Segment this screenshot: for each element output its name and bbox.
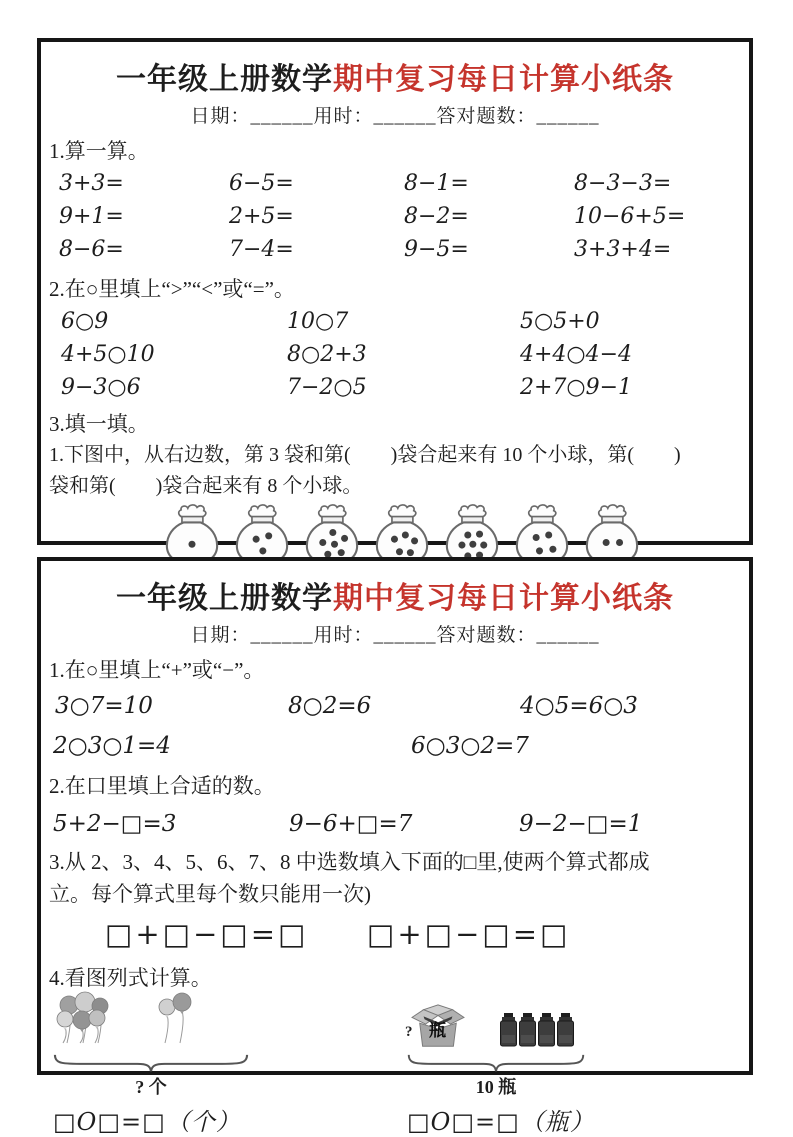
box-equation-row <box>41 910 749 958</box>
section1-heading: 1.算一算。 <box>49 139 149 163</box>
calc-row <box>41 233 749 266</box>
title-black: 一年级上册数学 <box>116 582 333 615</box>
calc-problem: 8−6= <box>59 237 124 262</box>
sign-row <box>41 686 749 726</box>
compare-problem: 10○7 <box>287 309 349 334</box>
bottle-problem-figure <box>407 994 642 1137</box>
picture-problems <box>41 994 749 1137</box>
worksheet-panel-2 <box>37 557 753 1136</box>
box-fill-problem: 9−2−□=1 <box>519 811 643 837</box>
sign-problem: 2○3○1=4 <box>53 733 171 759</box>
section3-heading: 3.填一填。 <box>49 412 149 436</box>
picture-equation: □O□=□（瓶） <box>407 1108 595 1136</box>
page-title <box>41 573 749 617</box>
p2-section2-heading: 2.在口里填上合适的数。 <box>49 774 275 798</box>
calc-row <box>41 200 749 233</box>
calc-problem: 7−4= <box>229 237 294 262</box>
calc-problem: 8−3−3= <box>574 171 672 196</box>
compare-row <box>41 305 749 338</box>
title-red: 期中复习每日计算小纸条 <box>333 582 674 615</box>
sign-row <box>41 726 749 766</box>
box-equation: □+□−□=□ <box>105 917 309 951</box>
compare-problem: 5○5+0 <box>520 309 600 334</box>
under-brace <box>407 1053 585 1073</box>
calc-row <box>41 167 749 200</box>
box-question-mark: ? <box>405 1024 413 1040</box>
compare-row <box>41 371 749 404</box>
p2-section3-heading-line1: 3.从 2、3、4、5、6、7、8 中选数填入下面的□里,使两个算式都成 <box>49 850 650 874</box>
p2-section3-heading-line2: 立。每个算式里每个数只能用一次) <box>49 882 371 906</box>
compare-row <box>41 338 749 371</box>
calc-problem: 10−6+5= <box>574 204 686 229</box>
box-equation: □+□−□=□ <box>367 917 571 951</box>
picture-equation: □O□=□（个） <box>53 1108 241 1136</box>
box-fill-row <box>41 802 749 846</box>
sign-problem: 4○5=6○3 <box>520 693 638 719</box>
bottle-group <box>499 1010 575 1052</box>
calc-problem: 6−5= <box>229 171 294 196</box>
sign-problem: 6○3○2=7 <box>411 733 529 759</box>
fill-problem-line1: 1.下图中，从右边数，第 3 袋和第( )袋合起来有 10 个小球，第( ) <box>49 444 681 466</box>
calc-problem: 3+3+4= <box>574 237 672 262</box>
fill-problem-line2: 袋和第( )袋合起来有 8 个小球。 <box>49 475 363 497</box>
sign-problem: 8○2=6 <box>288 693 372 719</box>
title-red: 期中复习每日计算小纸条 <box>333 63 674 96</box>
title-black: 一年级上册数学 <box>116 63 333 96</box>
worksheet-panel-1 <box>37 38 753 545</box>
box-fill-problem: 9−6+□=7 <box>289 811 413 837</box>
section2-heading: 2.在○里填上“>”“<”或“=”。 <box>49 277 295 301</box>
compare-problem: 9−3○6 <box>61 375 141 400</box>
calc-problem: 8−1= <box>404 171 469 196</box>
under-brace <box>53 1053 249 1073</box>
balloon-cluster-small <box>155 991 195 1052</box>
brace-label: ? 个 <box>135 1077 167 1097</box>
calc-problem: 9+1= <box>59 204 124 229</box>
compare-problem: 8○2+3 <box>287 342 367 367</box>
p2-section4-heading: 4.看图列式计算。 <box>49 966 212 990</box>
compare-problem: 4+5○10 <box>61 342 155 367</box>
box-fill-problem: 5+2−□=3 <box>53 811 177 837</box>
compare-problem: 4+4○4−4 <box>520 342 633 367</box>
meta-line: 日期：______用时：______答对题数：______ <box>190 106 600 127</box>
calc-problem: 9−5= <box>404 237 469 262</box>
page-title <box>41 54 749 98</box>
box-bottle-char: 瓶 <box>429 1021 446 1040</box>
open-box-icon <box>407 1002 469 1052</box>
balloon-cluster-large <box>53 991 115 1052</box>
calc-problem: 3+3= <box>59 171 124 196</box>
compare-problem: 6○9 <box>61 309 109 334</box>
calc-problem: 8−2= <box>404 204 469 229</box>
meta-line: 日期：______用时：______答对题数：______ <box>190 625 600 646</box>
balloon-problem-figure <box>53 994 283 1137</box>
sign-problem: 3○7=10 <box>55 693 153 719</box>
compare-problem: 7−2○5 <box>287 375 367 400</box>
calc-problem: 2+5= <box>229 204 294 229</box>
p2-section1-heading: 1.在○里填上“+”或“−”。 <box>49 658 265 682</box>
brace-label: 10 瓶 <box>475 1077 517 1097</box>
compare-problem: 2+7○9−1 <box>520 375 633 400</box>
